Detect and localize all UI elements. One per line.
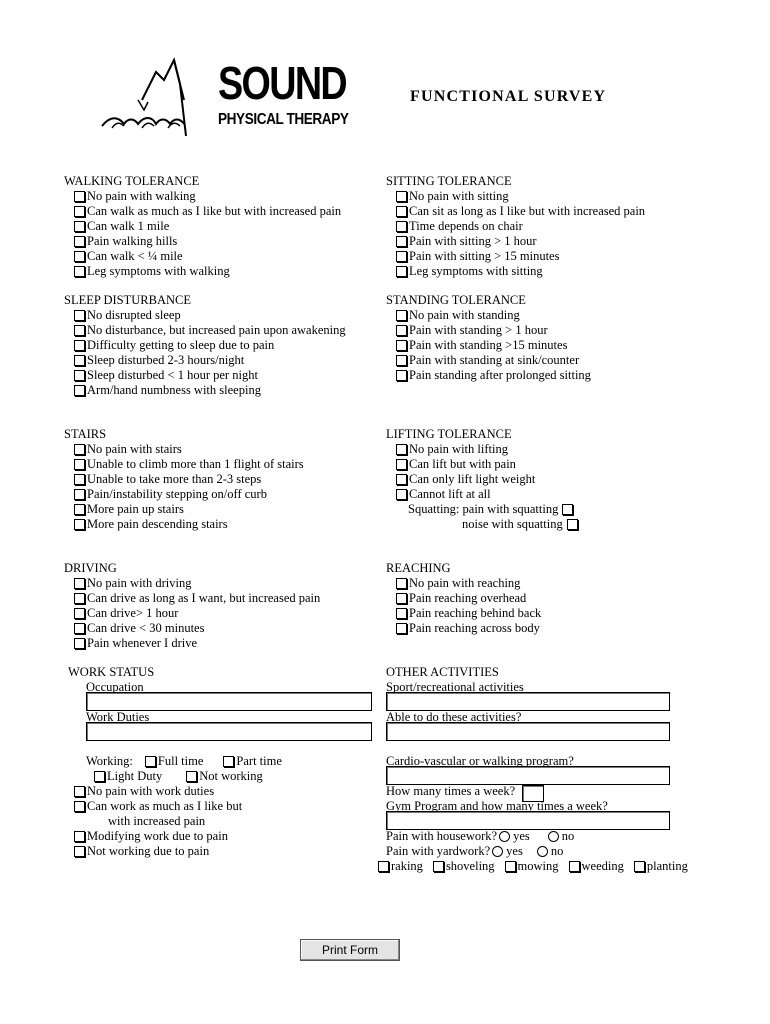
checkbox[interactable] bbox=[396, 355, 407, 366]
working-row bbox=[86, 754, 282, 769]
checkbox[interactable] bbox=[74, 459, 85, 470]
standing-title: STANDING TOLERANCE bbox=[386, 293, 526, 307]
checkbox[interactable] bbox=[74, 519, 85, 530]
working-label: Working: bbox=[86, 754, 133, 768]
checkbox[interactable] bbox=[74, 355, 85, 366]
mountain-waves-icon bbox=[98, 54, 218, 142]
sitting-option[interactable]: Time depends on chair bbox=[386, 219, 716, 234]
checkbox[interactable] bbox=[74, 578, 85, 589]
sound-pt-logo bbox=[98, 54, 360, 142]
standing-option[interactable]: Pain with standing > 1 hour bbox=[386, 323, 716, 338]
lifting-option[interactable]: No pain with lifting bbox=[386, 442, 716, 457]
sitting-option[interactable]: No pain with sitting bbox=[386, 189, 716, 204]
gym-field[interactable] bbox=[386, 811, 670, 830]
checkbox[interactable] bbox=[74, 444, 85, 455]
walking-option[interactable]: Leg symptoms with walking bbox=[64, 264, 394, 279]
occupation-label: Occupation bbox=[86, 680, 144, 694]
print-form-button[interactable]: Print Form bbox=[300, 939, 400, 961]
mowing-checkbox[interactable] bbox=[505, 861, 516, 872]
checkbox[interactable] bbox=[396, 489, 407, 500]
no-label: no bbox=[550, 844, 564, 858]
checkbox[interactable] bbox=[396, 236, 407, 247]
times-label: How many times a week? bbox=[386, 784, 516, 798]
sleep-option[interactable]: Arm/hand numbness with sleeping bbox=[64, 383, 394, 398]
checkbox[interactable] bbox=[396, 593, 407, 604]
standing-option[interactable]: No pain with standing bbox=[386, 308, 716, 323]
checkbox[interactable] bbox=[396, 370, 407, 381]
checkbox[interactable] bbox=[74, 801, 85, 812]
checkbox[interactable] bbox=[396, 444, 407, 455]
checkbox[interactable] bbox=[74, 310, 85, 321]
reaching-option[interactable]: Pain reaching across body bbox=[386, 621, 716, 636]
work-status-title: WORK STATUS bbox=[68, 665, 155, 679]
yardwork-no-radio[interactable] bbox=[537, 846, 548, 857]
checkbox[interactable] bbox=[396, 608, 407, 619]
checkbox[interactable] bbox=[396, 340, 407, 351]
work-option[interactable]: Not working due to pain bbox=[74, 844, 209, 859]
work-option[interactable]: Can work as much as I like but bbox=[74, 799, 242, 814]
work-option[interactable]: Modifying work due to pain bbox=[74, 829, 228, 844]
logo-wordmark: SOUND bbox=[218, 57, 347, 109]
stairs-option[interactable]: Unable to take more than 2-3 steps bbox=[64, 472, 394, 487]
checkbox[interactable] bbox=[396, 191, 407, 202]
checkbox[interactable] bbox=[74, 504, 85, 515]
checkbox[interactable] bbox=[74, 638, 85, 649]
standing-section bbox=[386, 293, 716, 383]
sleep-option[interactable]: Sleep disturbed < 1 hour per night bbox=[64, 368, 394, 383]
checkbox[interactable] bbox=[396, 578, 407, 589]
part-time-checkbox[interactable] bbox=[223, 756, 234, 767]
housework-row bbox=[386, 829, 574, 844]
light-duty-checkbox[interactable] bbox=[94, 771, 105, 782]
checkbox[interactable] bbox=[562, 504, 573, 515]
checkbox[interactable] bbox=[74, 251, 85, 262]
checkbox[interactable] bbox=[396, 266, 407, 277]
stairs-title: STAIRS bbox=[64, 427, 107, 441]
squatting-noise-option[interactable]: noise with squatting bbox=[386, 517, 716, 532]
sleep-title: SLEEP DISTURBANCE bbox=[64, 293, 191, 307]
checkbox[interactable] bbox=[74, 221, 85, 232]
planting-checkbox[interactable] bbox=[634, 861, 645, 872]
walking-option[interactable]: Pain walking hills bbox=[64, 234, 394, 249]
checkbox[interactable] bbox=[396, 310, 407, 321]
checkbox[interactable] bbox=[74, 608, 85, 619]
checkbox[interactable] bbox=[74, 489, 85, 500]
other-activities-title: OTHER ACTIVITIES bbox=[386, 665, 499, 679]
sitting-title: SITTING TOLERANCE bbox=[386, 174, 512, 188]
work-duties-field[interactable] bbox=[86, 722, 372, 741]
walking-option[interactable]: Can walk as much as I like but with increased pain bbox=[64, 204, 394, 219]
stairs-option[interactable]: Pain/instability stepping on/off curb bbox=[64, 487, 394, 502]
reaching-option[interactable]: Pain reaching overhead bbox=[386, 591, 716, 606]
sitting-section bbox=[386, 174, 716, 279]
checkbox[interactable] bbox=[74, 236, 85, 247]
checkbox[interactable] bbox=[74, 340, 85, 351]
walking-section bbox=[64, 174, 394, 279]
sitting-option[interactable]: Pain with sitting > 1 hour bbox=[386, 234, 716, 249]
lifting-section bbox=[386, 427, 716, 532]
weeding-checkbox[interactable] bbox=[569, 861, 580, 872]
working-row-2 bbox=[94, 769, 263, 784]
driving-option[interactable]: Can drive as long as I want, but increased pain bbox=[64, 591, 394, 606]
driving-option[interactable]: Can drive> 1 hour bbox=[64, 606, 394, 621]
sleep-section bbox=[64, 293, 394, 398]
checkbox[interactable] bbox=[396, 623, 407, 634]
checkbox[interactable] bbox=[396, 221, 407, 232]
housework-label: Pain with housework? bbox=[386, 829, 498, 843]
checkbox[interactable] bbox=[74, 206, 85, 217]
walking-option[interactable]: No pain with walking bbox=[64, 189, 394, 204]
yes-label: yes bbox=[506, 844, 523, 858]
able-label: Able to do these activities? bbox=[386, 710, 522, 724]
checkbox[interactable] bbox=[74, 191, 85, 202]
work-duties-label: Work Duties bbox=[86, 710, 150, 724]
sleep-option[interactable]: Sleep disturbed 2-3 hours/night bbox=[64, 353, 394, 368]
walking-title: WALKING TOLERANCE bbox=[64, 174, 200, 188]
checkbox[interactable] bbox=[396, 474, 407, 485]
squatting-pain-option[interactable]: Squatting: pain with squatting bbox=[386, 502, 716, 517]
not-working-checkbox[interactable] bbox=[186, 771, 197, 782]
stairs-section bbox=[64, 427, 394, 532]
reaching-option[interactable]: No pain with reaching bbox=[386, 576, 716, 591]
lifting-title: LIFTING TOLERANCE bbox=[386, 427, 512, 441]
chores-row: raking shoveling mowing weeding planting bbox=[378, 859, 688, 874]
part-time-label: Part time bbox=[236, 754, 282, 768]
stairs-option[interactable]: Unable to climb more than 1 flight of stairs bbox=[64, 457, 394, 472]
housework-no-radio[interactable] bbox=[548, 831, 559, 842]
checkbox[interactable] bbox=[74, 786, 85, 797]
lifting-option[interactable]: Can only lift light weight bbox=[386, 472, 716, 487]
checkbox[interactable] bbox=[74, 831, 85, 842]
sleep-option[interactable]: Difficulty getting to sleep due to pain bbox=[64, 338, 394, 353]
standing-option[interactable]: Pain with standing at sink/counter bbox=[386, 353, 716, 368]
checkbox[interactable] bbox=[396, 206, 407, 217]
walking-option[interactable]: Can walk < ¼ mile bbox=[64, 249, 394, 264]
work-option[interactable]: No pain with work duties bbox=[74, 784, 214, 799]
stairs-option[interactable]: More pain descending stairs bbox=[64, 517, 394, 532]
driving-section bbox=[64, 561, 394, 651]
page-title: FUNCTIONAL SURVEY bbox=[410, 88, 607, 105]
yardwork-yes-radio[interactable] bbox=[492, 846, 503, 857]
full-time-checkbox[interactable] bbox=[145, 756, 156, 767]
checkbox[interactable] bbox=[74, 474, 85, 485]
able-field[interactable] bbox=[386, 722, 670, 741]
shoveling-checkbox[interactable] bbox=[433, 861, 444, 872]
checkbox[interactable] bbox=[74, 325, 85, 336]
sport-label: Sport/recreational activities bbox=[386, 680, 524, 694]
raking-checkbox[interactable] bbox=[378, 861, 389, 872]
checkbox[interactable] bbox=[74, 593, 85, 604]
checkbox[interactable] bbox=[396, 459, 407, 470]
sitting-option[interactable]: Can sit as long as I like but with increased pain bbox=[386, 204, 716, 219]
driving-title: DRIVING bbox=[64, 561, 117, 575]
checkbox[interactable] bbox=[74, 266, 85, 277]
light-duty-label: Light Duty bbox=[107, 769, 163, 783]
checkbox[interactable] bbox=[396, 251, 407, 262]
standing-option[interactable]: Pain standing after prolonged sitting bbox=[386, 368, 716, 383]
stairs-option[interactable]: No pain with stairs bbox=[64, 442, 394, 457]
no-label: no bbox=[561, 829, 575, 843]
checkbox[interactable] bbox=[74, 623, 85, 634]
reaching-section bbox=[386, 561, 716, 636]
walking-option[interactable]: Can walk 1 mile bbox=[64, 219, 394, 234]
driving-option[interactable]: No pain with driving bbox=[64, 576, 394, 591]
full-time-label: Full time bbox=[157, 754, 204, 768]
checkbox[interactable] bbox=[74, 385, 85, 396]
lifting-option[interactable]: Cannot lift at all bbox=[386, 487, 716, 502]
driving-option[interactable]: Can drive < 30 minutes bbox=[64, 621, 394, 636]
cardio-field[interactable] bbox=[386, 766, 670, 785]
sport-field[interactable] bbox=[386, 692, 670, 711]
not-working-label: Not working bbox=[199, 769, 263, 783]
yardwork-row bbox=[386, 844, 563, 859]
checkbox[interactable] bbox=[567, 519, 578, 530]
reaching-title: REACHING bbox=[386, 561, 451, 575]
checkbox[interactable] bbox=[74, 370, 85, 381]
gym-label: Gym Program and how many times a week? bbox=[386, 799, 608, 813]
yardwork-label: Pain with yardwork? bbox=[386, 844, 491, 858]
housework-yes-radio[interactable] bbox=[499, 831, 510, 842]
checkbox[interactable] bbox=[74, 846, 85, 857]
checkbox[interactable] bbox=[396, 325, 407, 336]
sleep-option[interactable]: No disturbance, but increased pain upon awakening bbox=[64, 323, 394, 338]
reaching-option[interactable]: Pain reaching behind back bbox=[386, 606, 716, 621]
cardio-label: Cardio-vascular or walking program? bbox=[386, 754, 574, 768]
occupation-field[interactable] bbox=[86, 692, 372, 711]
work-option-continued: with increased pain bbox=[108, 814, 206, 828]
logo-subtitle: PHYSICAL THERAPY bbox=[218, 111, 349, 128]
sleep-option[interactable]: No disrupted sleep bbox=[64, 308, 394, 323]
driving-option[interactable]: Pain whenever I drive bbox=[64, 636, 394, 651]
yes-label: yes bbox=[513, 829, 530, 843]
sitting-option[interactable]: Leg symptoms with sitting bbox=[386, 264, 716, 279]
sitting-option[interactable]: Pain with sitting > 15 minutes bbox=[386, 249, 716, 264]
stairs-option[interactable]: More pain up stairs bbox=[64, 502, 394, 517]
lifting-option[interactable]: Can lift but with pain bbox=[386, 457, 716, 472]
standing-option[interactable]: Pain with standing >15 minutes bbox=[386, 338, 716, 353]
